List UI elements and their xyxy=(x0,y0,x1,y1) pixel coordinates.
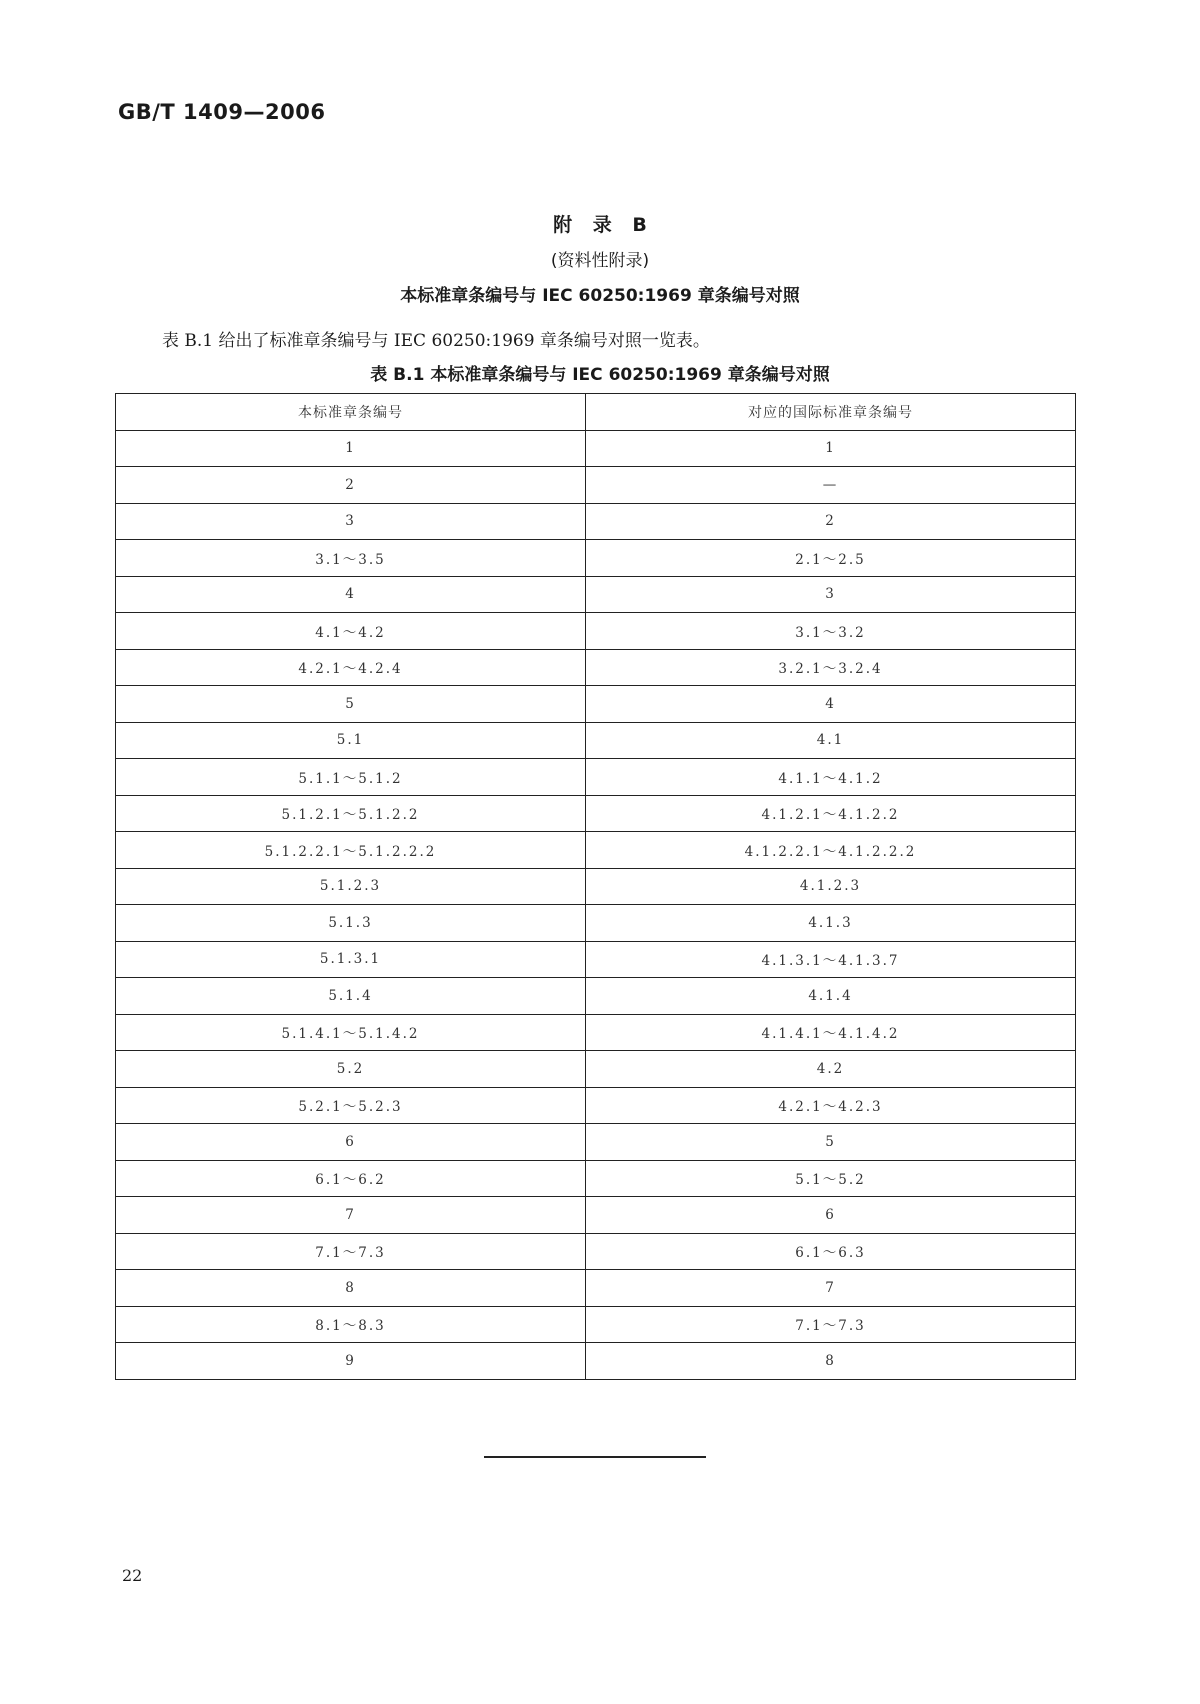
international-clause-cell: — xyxy=(586,467,1076,504)
international-clause-cell: 4.1.4.1～4.1.4.2 xyxy=(586,1014,1076,1051)
national-clause-cell: 3.1～3.5 xyxy=(116,540,586,577)
table-row xyxy=(116,649,1076,686)
annex-heading: 本标准章条编号与 IEC 60250:1969 章条编号对照 xyxy=(400,286,800,306)
national-clause-cell: 6.1～6.2 xyxy=(116,1160,586,1197)
international-clause-cell: 4 xyxy=(586,686,1076,723)
column-header-international: 对应的国际标准章条编号 xyxy=(586,394,1076,431)
national-clause-cell: 2 xyxy=(116,467,586,504)
table-row xyxy=(116,1087,1076,1124)
international-clause-cell: 4.1.2.3 xyxy=(586,868,1076,905)
national-clause-cell: 5.1 xyxy=(116,722,586,759)
table-row xyxy=(116,503,1076,540)
table-row xyxy=(116,978,1076,1015)
international-clause-cell: 7 xyxy=(586,1270,1076,1307)
international-clause-cell: 3.2.1～3.2.4 xyxy=(586,649,1076,686)
table-row xyxy=(116,540,1076,577)
national-clause-cell: 4.2.1～4.2.4 xyxy=(116,649,586,686)
international-clause-cell: 4.1.3 xyxy=(586,905,1076,942)
international-clause-cell: 2.1～2.5 xyxy=(586,540,1076,577)
national-clause-cell: 5.1.4 xyxy=(116,978,586,1015)
national-clause-cell: 5.1.2.1～5.1.2.2 xyxy=(116,795,586,832)
table-row xyxy=(116,1124,1076,1161)
national-clause-cell: 8 xyxy=(116,1270,586,1307)
international-clause-cell: 7.1～7.3 xyxy=(586,1306,1076,1343)
international-clause-cell: 4.1.4 xyxy=(586,978,1076,1015)
national-clause-cell: 4.1～4.2 xyxy=(116,613,586,650)
international-clause-cell: 2 xyxy=(586,503,1076,540)
national-clause-cell: 3 xyxy=(116,503,586,540)
national-clause-cell: 5.1.3 xyxy=(116,905,586,942)
national-clause-cell: 6 xyxy=(116,1124,586,1161)
national-clause-cell: 5.2.1～5.2.3 xyxy=(116,1087,586,1124)
table-row xyxy=(116,941,1076,978)
annex-subtitle: (资料性附录) xyxy=(550,251,650,271)
international-clause-cell: 3 xyxy=(586,576,1076,613)
national-clause-cell: 7 xyxy=(116,1197,586,1234)
intro-paragraph: 表 B.1 给出了标准章条编号与 IEC 60250:1969 章条编号对照一览表。 xyxy=(162,331,710,351)
table-row xyxy=(116,1197,1076,1234)
national-clause-cell: 1 xyxy=(116,430,586,467)
international-clause-cell: 6 xyxy=(586,1197,1076,1234)
international-clause-cell: 8 xyxy=(586,1343,1076,1380)
annex-title: 附 录 B xyxy=(553,214,647,236)
international-clause-cell: 5 xyxy=(586,1124,1076,1161)
national-clause-cell: 7.1～7.3 xyxy=(116,1233,586,1270)
table-row xyxy=(116,430,1076,467)
national-clause-cell: 5.2 xyxy=(116,1051,586,1088)
international-clause-cell: 6.1～6.3 xyxy=(586,1233,1076,1270)
international-clause-cell: 1 xyxy=(586,430,1076,467)
table-row xyxy=(116,613,1076,650)
table-row xyxy=(116,832,1076,869)
international-clause-cell: 4.2 xyxy=(586,1051,1076,1088)
column-header-national: 本标准章条编号 xyxy=(116,394,586,431)
table-row xyxy=(116,868,1076,905)
national-clause-cell: 5.1.3.1 xyxy=(116,941,586,978)
national-clause-cell: 5 xyxy=(116,686,586,723)
table-row xyxy=(116,795,1076,832)
national-clause-cell: 4 xyxy=(116,576,586,613)
table-header-row xyxy=(116,394,1076,431)
international-clause-cell: 4.2.1～4.2.3 xyxy=(586,1087,1076,1124)
international-clause-cell: 4.1 xyxy=(586,722,1076,759)
table-row xyxy=(116,905,1076,942)
table-caption: 表 B.1 本标准章条编号与 IEC 60250:1969 章条编号对照 xyxy=(370,365,830,385)
national-clause-cell: 5.1.4.1～5.1.4.2 xyxy=(116,1014,586,1051)
international-clause-cell: 5.1～5.2 xyxy=(586,1160,1076,1197)
table-body xyxy=(116,430,1076,1379)
international-clause-cell: 4.1.2.1～4.1.2.2 xyxy=(586,795,1076,832)
end-rule xyxy=(484,1456,706,1458)
table-row xyxy=(116,576,1076,613)
table-row xyxy=(116,1160,1076,1197)
page-number: 22 xyxy=(122,1566,143,1585)
standard-code: GB/T 1409—2006 xyxy=(118,100,326,124)
national-clause-cell: 5.1.2.3 xyxy=(116,868,586,905)
international-clause-cell: 4.1.2.2.1～4.1.2.2.2 xyxy=(586,832,1076,869)
international-clause-cell: 4.1.3.1～4.1.3.7 xyxy=(586,941,1076,978)
national-clause-cell: 8.1～8.3 xyxy=(116,1306,586,1343)
international-clause-cell: 4.1.1～4.1.2 xyxy=(586,759,1076,796)
table-row xyxy=(116,722,1076,759)
table-row xyxy=(116,1343,1076,1380)
table-row xyxy=(116,759,1076,796)
table-row xyxy=(116,1270,1076,1307)
table-row xyxy=(116,1051,1076,1088)
clause-correspondence-table xyxy=(115,393,1076,1380)
national-clause-cell: 5.1.1～5.1.2 xyxy=(116,759,586,796)
table-row xyxy=(116,1306,1076,1343)
international-clause-cell: 3.1～3.2 xyxy=(586,613,1076,650)
national-clause-cell: 5.1.2.2.1～5.1.2.2.2 xyxy=(116,832,586,869)
table-row xyxy=(116,686,1076,723)
national-clause-cell: 9 xyxy=(116,1343,586,1380)
table-row xyxy=(116,1014,1076,1051)
table-row xyxy=(116,1233,1076,1270)
table-row xyxy=(116,467,1076,504)
